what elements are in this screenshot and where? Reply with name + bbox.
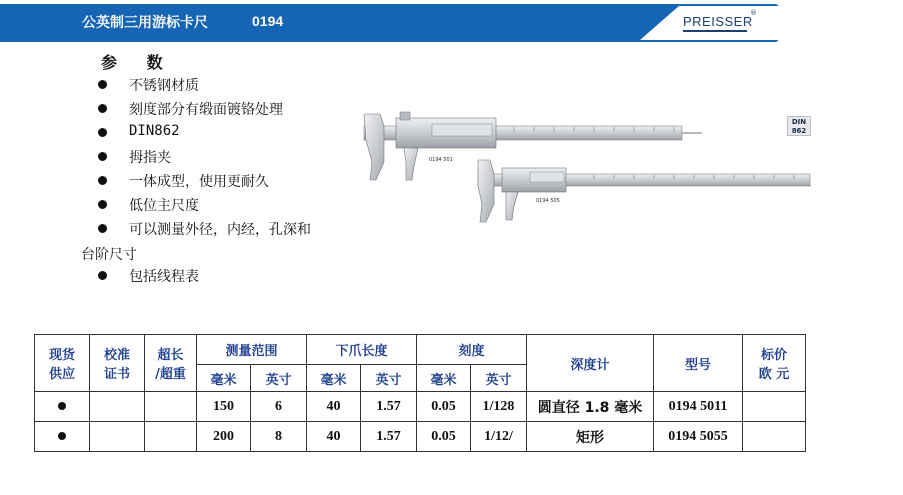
col-jaw-header: 下爪长度 bbox=[307, 335, 417, 365]
spec-item: 不锈钢材质 bbox=[129, 78, 199, 94]
cell-range-mm: 150 bbox=[197, 392, 251, 422]
cell-scale-mm: 0.05 bbox=[417, 392, 471, 422]
cell-depth: 矩形 bbox=[527, 422, 654, 452]
cell-cert bbox=[90, 422, 145, 452]
cell-scale-in: 1/12/ bbox=[471, 422, 527, 452]
unit-inch-header: 英寸 bbox=[251, 365, 307, 392]
cell-jaw-in: 1.57 bbox=[361, 422, 417, 452]
cell-range-in: 6 bbox=[251, 392, 307, 422]
cell-jaw-mm: 40 bbox=[307, 392, 361, 422]
col-range-header: 测量范围 bbox=[197, 335, 307, 365]
spec-item: 包括线程表 bbox=[129, 269, 199, 285]
cell-range-in: 8 bbox=[251, 422, 307, 452]
cell-range-mm: 200 bbox=[197, 422, 251, 452]
registered-mark: ® bbox=[750, 9, 757, 17]
caliper-small-label: 0194 505 bbox=[536, 198, 560, 204]
bullet-icon bbox=[98, 200, 107, 209]
unit-mm-header: 毫米 bbox=[197, 365, 251, 392]
cell-oversize bbox=[145, 392, 197, 422]
cell-price bbox=[743, 392, 806, 422]
cell-stock bbox=[35, 392, 90, 422]
caliper-large-label: 0194 501 bbox=[429, 157, 453, 163]
bullet-icon bbox=[98, 224, 107, 233]
din-badge-line1: DIN bbox=[791, 118, 807, 126]
bullet-icon bbox=[98, 128, 107, 137]
stock-dot-icon bbox=[58, 402, 66, 410]
table-row bbox=[35, 392, 806, 422]
cell-price bbox=[743, 422, 806, 452]
cell-jaw-in: 1.57 bbox=[361, 392, 417, 422]
bullet-icon bbox=[98, 80, 107, 89]
bullet-icon bbox=[98, 104, 107, 113]
spec-heading: 参 数 bbox=[101, 53, 175, 72]
brand-logo: PREISSER bbox=[683, 14, 753, 29]
spec-item: 低位主尺度 bbox=[129, 198, 199, 214]
din-badge-line2: 862 bbox=[791, 127, 807, 135]
col-oversize-header: 超长 /超重 bbox=[145, 335, 197, 392]
spec-item: 可以测量外径，内经，孔深和 bbox=[129, 222, 311, 238]
unit-inch-header: 英寸 bbox=[361, 365, 417, 392]
unit-mm-header: 毫米 bbox=[417, 365, 471, 392]
cell-scale-in: 1/128 bbox=[471, 392, 527, 422]
product-code: 0194 bbox=[252, 13, 284, 29]
spec-table bbox=[34, 334, 806, 452]
bullet-icon bbox=[98, 152, 107, 161]
spec-item-continuation: 台阶尺寸 bbox=[81, 247, 137, 263]
stock-dot-icon bbox=[58, 432, 66, 440]
caliper-product-image bbox=[354, 100, 814, 225]
cell-model: 0194 5011 bbox=[654, 392, 743, 422]
cell-cert bbox=[90, 392, 145, 422]
col-stock-header: 现货 供应 bbox=[35, 335, 90, 392]
col-model-header: 型号 bbox=[654, 335, 743, 392]
spec-item: DIN862 bbox=[129, 123, 180, 139]
cell-scale-mm: 0.05 bbox=[417, 422, 471, 452]
page-title: 公英制三用游标卡尺 bbox=[82, 15, 208, 31]
cell-stock bbox=[35, 422, 90, 452]
cell-model: 0194 5055 bbox=[654, 422, 743, 452]
col-price-header: 标价 欧 元 bbox=[743, 335, 806, 392]
unit-mm-header: 毫米 bbox=[307, 365, 361, 392]
col-scale-header: 刻度 bbox=[417, 335, 527, 365]
bullet-icon bbox=[98, 271, 107, 280]
cell-depth: 圆直径 1.8 毫米 bbox=[527, 392, 654, 422]
col-cert-header: 校准 证书 bbox=[90, 335, 145, 392]
unit-inch-header: 英寸 bbox=[471, 365, 527, 392]
spec-item: 刻度部分有缎面镀铬处理 bbox=[129, 102, 283, 118]
spec-item: 拇指夹 bbox=[129, 150, 171, 166]
spec-item: 一体成型，使用更耐久 bbox=[129, 174, 269, 190]
din-862-badge bbox=[787, 116, 811, 136]
col-depth-header: 深度计 bbox=[527, 335, 654, 392]
bullet-icon bbox=[98, 176, 107, 185]
cell-jaw-mm: 40 bbox=[307, 422, 361, 452]
table-row bbox=[35, 422, 806, 452]
caliper-small bbox=[478, 160, 810, 222]
brand-underline bbox=[683, 30, 747, 32]
cell-oversize bbox=[145, 422, 197, 452]
